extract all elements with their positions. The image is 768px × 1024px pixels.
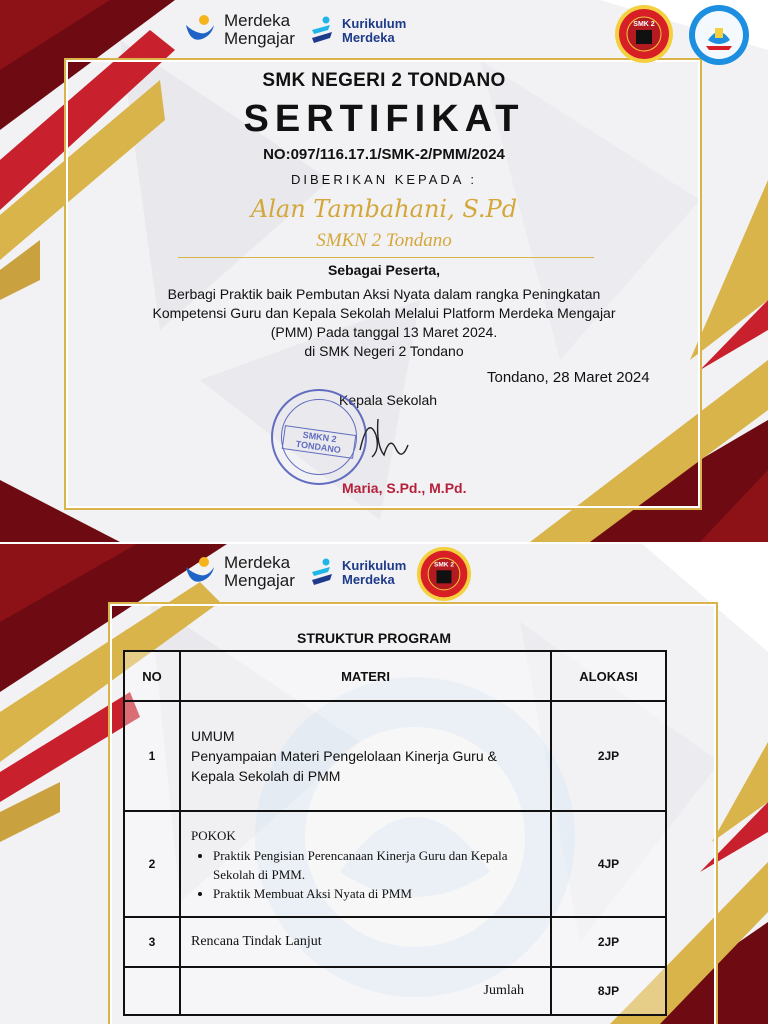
row-heading: POKOK [191,827,236,843]
kurikulum-merdeka-icon [310,16,336,46]
table-row [124,917,666,967]
row-text: Rencana Tindak Lanjut [180,917,551,967]
row-text: Penyampaian Materi Pengelolaan Kinerja Guru & Kepala Sekolah di PMM [191,748,497,784]
description-line: (PMM) Pada tanggal 13 Maret 2024. [270,324,498,340]
school-seal-text: SMK 2 [434,561,454,569]
description-line: di SMK Negeri 2 Tondano [304,343,464,359]
merdeka-mengajar-line2: Mengajar [224,29,295,48]
list-item: • Praktik Membuat Aksi Nyata di PMM [213,884,540,903]
signer-position: Kepala Sekolah [339,392,438,408]
total-value: 8JP [551,967,666,1015]
merdeka-mengajar-icon [184,555,218,589]
program-page [0,542,768,1024]
total-empty-cell [124,967,180,1015]
merdeka-mengajar-line1: Merdeka [224,553,291,572]
kurikulum-merdeka-logo [310,16,406,46]
merdeka-mengajar-line1: Merdeka [224,11,291,30]
merdeka-mengajar-icon [184,13,218,47]
row-materi [180,811,551,917]
list-item: • Praktik Pengisian Perencanaan Kinerja Guru dan Kepala Sekolah di PMM. [213,846,540,884]
program-table [123,650,667,1016]
row-number: 2 [124,811,180,917]
row-materi [180,701,551,811]
description-line: Kompetensi Guru dan Kepala Sekolah Melalui Platform Merdeka Mengajar [152,305,616,321]
certificate-description [0,285,768,361]
row-alokasi: 2JP [551,701,666,811]
recipient-institution: SMKN 2 Tondano [316,230,452,251]
kurikulum-merdeka-logo [310,558,406,588]
given-to-label: DIBERIKAN KEPADA : [291,172,477,187]
header-materi: MATERI [180,651,551,701]
row-alokasi: 4JP [551,811,666,917]
header-no: NO [124,651,180,701]
table-row [124,701,666,811]
table-header-row [124,651,666,701]
school-name: SMK NEGERI 2 TONDANO [262,70,506,91]
kurikulum-merdeka-icon [310,558,336,588]
school-seal-text: SMK 2 [633,21,655,28]
merdeka-mengajar-logo [184,554,295,590]
page-separator [0,542,768,544]
kurikulum-merdeka-line1: Kurikulum [342,558,407,573]
merdeka-mengajar-logo [184,12,295,48]
signature-icon [350,405,420,465]
row-number: 1 [124,701,180,811]
certificate-number: NO:097/116.17.1/SMK-2/PMM/2024 [263,146,505,163]
kurikulum-merdeka-line2: Merdeka [342,572,395,587]
certificate-title: SERTIFIKAT [243,98,525,140]
stamp-text: SMKN 2 TONDANO [282,425,357,459]
recipient-name: Alan Tambahani, S.Pd [250,195,518,223]
description-line: Berbagi Praktik baik Pembutan Aksi Nyata dalam rangka Peningkatan [167,286,601,302]
merdeka-mengajar-line2: Mengajar [224,571,295,590]
program-title: STRUKTUR PROGRAM [297,630,451,646]
table-row [124,811,666,917]
kurikulum-merdeka-line2: Merdeka [342,30,395,45]
row-bullet-list [213,846,540,903]
school-seal-icon [614,4,674,64]
divider [178,257,594,258]
total-label: Jumlah [180,967,551,1015]
row-heading: UMUM [191,728,235,744]
signer-name: Maria, S.Pd., M.Pd. [342,480,467,496]
table-total-row [124,967,666,1015]
row-number: 3 [124,917,180,967]
place-date: Tondano, 28 Maret 2024 [487,369,650,386]
kurikulum-merdeka-line1: Kurikulum [342,16,407,31]
school-seal-icon [416,546,472,602]
header-alokasi: ALOKASI [551,651,666,701]
row-alokasi: 2JP [551,917,666,967]
ministry-seal-icon [688,4,750,66]
participant-role: Sebagai Peserta, [327,262,441,278]
